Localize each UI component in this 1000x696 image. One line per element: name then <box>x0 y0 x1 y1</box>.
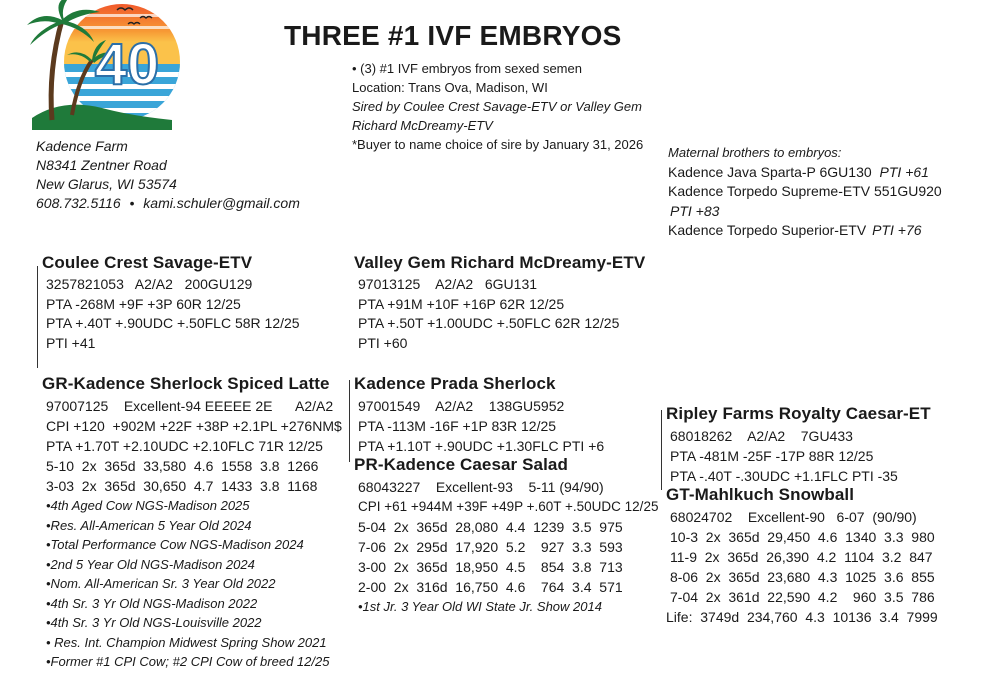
third-dam-record: 8-06 2x 365d 23,680 4.3 1025 3.6 855 <box>670 569 935 585</box>
lot-info-line: • (3) #1 IVF embryos from sexed semen <box>352 61 582 76</box>
third-dam-block <box>666 485 938 627</box>
second-dam-record: 3-00 2x 365d 18,950 4.5 854 3.8 713 <box>358 559 623 575</box>
dam-award: •Res. All-American 5 Year Old 2024 <box>46 517 252 533</box>
dam-sire-name: Kadence Prada Sherlock <box>354 374 556 393</box>
second-dam-award: •1st Jr. 3 Year Old WI State Jr. Show 2014 <box>358 599 602 614</box>
dam-line: CPI +120 +902M +22F +38P +2.1PL +276NM$ <box>46 418 342 434</box>
sire1-line: PTA +.40T +.90UDC +.50FLC 58R 12/25 <box>46 315 300 331</box>
third-dam-lifetime: Life: 3749d 234,760 4.3 10136 3.4 7999 <box>666 609 938 625</box>
second-dam-record: 7-06 2x 295d 17,920 5.2 927 3.3 593 <box>358 539 623 555</box>
dam-line: 97007125 Excellent-94 EEEEE 2E A2/A2 <box>46 398 334 414</box>
sire1-line: PTA -268M +9F +3P 60R 12/25 <box>46 295 241 312</box>
lot-number: 40 <box>94 32 160 97</box>
third-dam-name: GT-Mahlkuch Snowball <box>666 485 855 504</box>
dam-award: • Res. Int. Champion Midwest Spring Show 2021 <box>46 634 327 650</box>
dam-sire-line: PTA -113M -16F +1P 83R 12/25 <box>358 418 557 434</box>
third-dam-line: 68024702 Excellent-90 6-07 (90/90) <box>670 509 917 525</box>
dam-award: •Former #1 CPI Cow; #2 CPI Cow of breed 12/25 <box>46 654 330 669</box>
dam-name: GR-Kadence Sherlock Spiced Latte <box>42 374 330 393</box>
second-dam-name: PR-Kadence Caesar Salad <box>354 455 568 474</box>
sire2-line: PTI +60 <box>358 334 408 351</box>
dam-line: PTA +1.70T +2.10UDC +2.10FLC 71R 12/25 <box>46 438 323 454</box>
maternal-brothers-heading: Maternal brothers to embryos: <box>668 145 842 160</box>
second-dam-sire-line: PTA -.40T -.30UDC +1.1FLC PTI -35 <box>670 468 898 484</box>
dam-award: •Total Performance Cow NGS-Madison 2024 <box>46 537 304 552</box>
second-dam-record: 5-04 2x 365d 28,080 4.4 1239 3.5 975 <box>358 519 623 535</box>
third-dam-record: 7-04 2x 361d 22,590 4.2 960 3.5 786 <box>670 589 935 605</box>
sire1-divider <box>37 266 38 368</box>
sire2-line: PTA +91M +10F +16P 62R 12/25 <box>358 295 565 312</box>
second-dam-sire-block <box>666 404 931 486</box>
brother-pti: PTI +76 <box>872 222 922 238</box>
second-dam-line: CPI +61 +944M +39F +49P +.60T +.50UDC 12/25 <box>358 499 659 514</box>
second-dam-sire-name: Ripley Farms Royalty Caesar-ET <box>666 404 931 423</box>
dam-sire-block <box>354 374 604 456</box>
maternal-brother <box>668 163 942 183</box>
consignor-block <box>36 137 300 213</box>
contact-separator: • <box>129 195 135 211</box>
page-title: THREE #1 IVF EMBRYOS <box>284 20 622 51</box>
second-dam-sire-line: 68018262 A2/A2 7GU433 <box>670 428 853 444</box>
dam-record: 5-10 2x 365d 33,580 4.6 1558 3.8 1266 <box>46 458 319 474</box>
consignor-farm: Kadence Farm <box>36 138 128 154</box>
brother-name: Kadence Torpedo Superior-ETV <box>668 222 867 238</box>
lot-info <box>352 59 643 154</box>
sire1-line: 3257821053 A2/A2 200GU129 <box>46 276 253 292</box>
sire1-line: PTI +41 <box>46 334 96 351</box>
second-dam-block <box>354 455 658 616</box>
dam-sire-line: 97001549 A2/A2 138GU5952 <box>358 398 565 414</box>
consignor-email[interactable]: kami.schuler@gmail.com <box>143 195 300 211</box>
dam-award: •4th Sr. 3 Yr Old NGS-Madison 2022 <box>46 595 258 611</box>
sire1-block <box>42 253 300 353</box>
sire2-line: 97013125 A2/A2 6GU131 <box>358 276 538 292</box>
sire2-block <box>354 253 645 353</box>
sunset-palm-logo <box>22 0 192 130</box>
second-dam-sire-line: PTA -481M -25F -17P 88R 12/25 <box>670 448 874 464</box>
consignor-address: N8341 Zentner Road <box>36 157 167 173</box>
lot-info-line: Location: Trans Ova, Madison, WI <box>352 80 548 95</box>
dam-award: •4th Aged Cow NGS-Madison 2025 <box>46 498 250 513</box>
second-dam-record: 2-00 2x 316d 16,750 4.6 764 3.4 571 <box>358 579 623 595</box>
dam-block <box>42 374 342 672</box>
brother-pti: PTI +83 <box>670 202 720 219</box>
maternal-brother: Kadence Torpedo Supreme-ETV 551GU920 <box>668 183 942 199</box>
sire1-name: Coulee Crest Savage-ETV <box>42 253 253 272</box>
sire2-name: Valley Gem Richard McDreamy-ETV <box>354 253 646 272</box>
brother-name: Kadence Java Sparta-P 6GU130 <box>668 163 872 180</box>
third-dam-record: 11-9 2x 365d 26,390 4.2 1104 3.2 847 <box>670 549 933 565</box>
dam-award: •2nd 5 Year Old NGS-Madison 2024 <box>46 556 255 572</box>
lot-info-line: *Buyer to name choice of sire by January 31, 2026 <box>352 137 644 152</box>
maternal-brother <box>668 221 942 241</box>
consignor-phone: 608.732.5116 <box>36 195 121 211</box>
lot-info-line: Richard McDreamy-ETV <box>352 118 493 133</box>
brother-pti: PTI +61 <box>879 163 929 180</box>
third-dam-record: 10-3 2x 365d 29,450 4.6 1340 3.3 980 <box>670 529 935 545</box>
dam-sire-line: PTA +1.10T +.90UDC +1.30FLC PTI +6 <box>358 438 605 454</box>
sire2-line: PTA +.50T +1.00UDC +.50FLC 62R 12/25 <box>358 315 620 331</box>
dam-award: •Nom. All-American Sr. 3 Year Old 2022 <box>46 576 276 591</box>
second-dam-line: 68043227 Excellent-93 5-11 (94/90) <box>358 479 604 495</box>
consignor-city: New Glarus, WI 53574 <box>36 176 177 192</box>
dam-award: •4th Sr. 3 Yr Old NGS-Louisville 2022 <box>46 615 262 630</box>
maternal-brothers <box>668 143 942 241</box>
dam-record: 3-03 2x 365d 30,650 4.7 1433 3.8 1168 <box>46 478 318 494</box>
lot-info-line: Sired by Coulee Crest Savage-ETV or Valley Gem <box>352 99 642 114</box>
consignor-contact <box>36 194 300 213</box>
second-dam-sire-divider <box>661 410 662 490</box>
lot-logo <box>22 0 192 130</box>
dam-sire-divider <box>349 380 350 462</box>
